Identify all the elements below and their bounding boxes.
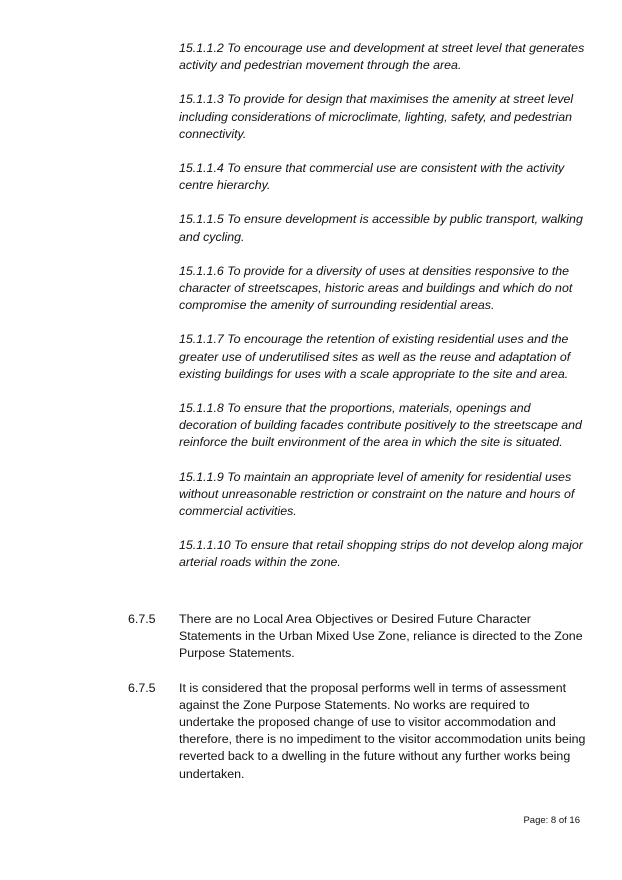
paragraph-text: It is considered that the proposal performs well in terms of assessment against the Zone Purpose Statements. No works are required to undertake the proposed change of use to visitor accommodation and therefore, there is no impediment to the visitor accommodation units being reverted back to a dwelling in the future without any further works being undertaken. [179, 680, 586, 781]
paragraph-number: 6.7.5 [128, 612, 156, 626]
objective-15-1-1-4: 15.1.1.4 To ensure that commercial use are consistent with the activity centre hierarchy. [179, 161, 565, 193]
paragraph-number: 6.7.5 [128, 680, 156, 695]
paragraph-item [128, 680, 588, 783]
objective-15-1-1-3: 15.1.1.3 To provide for design that maximises the amenity at street level including considerations of microclimate, lighting, safety, and pedestrian connectivity. [179, 92, 574, 141]
paragraph-item [128, 611, 588, 663]
objective-15-1-1-7: 15.1.1.7 To encourage the retention of existing residential uses and the greater use of underutilised sites as well as the reuse and adaptation of existing buildings for uses with a scale appropriate to the site and area. [179, 332, 571, 381]
page-number-footer: Page: 8 of 16 [523, 815, 580, 826]
objective-15-1-1-8: 15.1.1.8 To ensure that the proportions, materials, openings and decoration of building facades contribute positively to the streetscape and reinforce the built environment of the area in which the site is situated. [179, 401, 582, 450]
numbered-paragraphs [128, 611, 588, 800]
objective-15-1-1-5: 15.1.1.5 To ensure development is accessible by public transport, walking and cycling. [179, 212, 583, 244]
objective-15-1-1-2: 15.1.1.2 To encourage use and development at street level that generates activity and pedestrian movement through the area. [179, 41, 585, 73]
objective-15-1-1-10: 15.1.1.10 To ensure that retail shopping strips do not develop along major arterial roads within the zone. [179, 538, 583, 570]
zone-objectives-list [179, 40, 589, 589]
objective-15-1-1-6: 15.1.1.6 To provide for a diversity of uses at densities responsive to the character of streetscapes, historic areas and buildings and which do not compromise the amenity of surrounding residential areas. [179, 263, 573, 313]
objective-15-1-1-9: 15.1.1.9 To maintain an appropriate level of amenity for residential uses without unreasonable restriction or constraint on the nature and hours of commercial activities. [179, 469, 575, 519]
paragraph-text: There are no Local Area Objectives or Desired Future Character Statements in the Urban Mixed Use Zone, reliance is directed to the Zone Purpose Statements. [179, 612, 583, 661]
